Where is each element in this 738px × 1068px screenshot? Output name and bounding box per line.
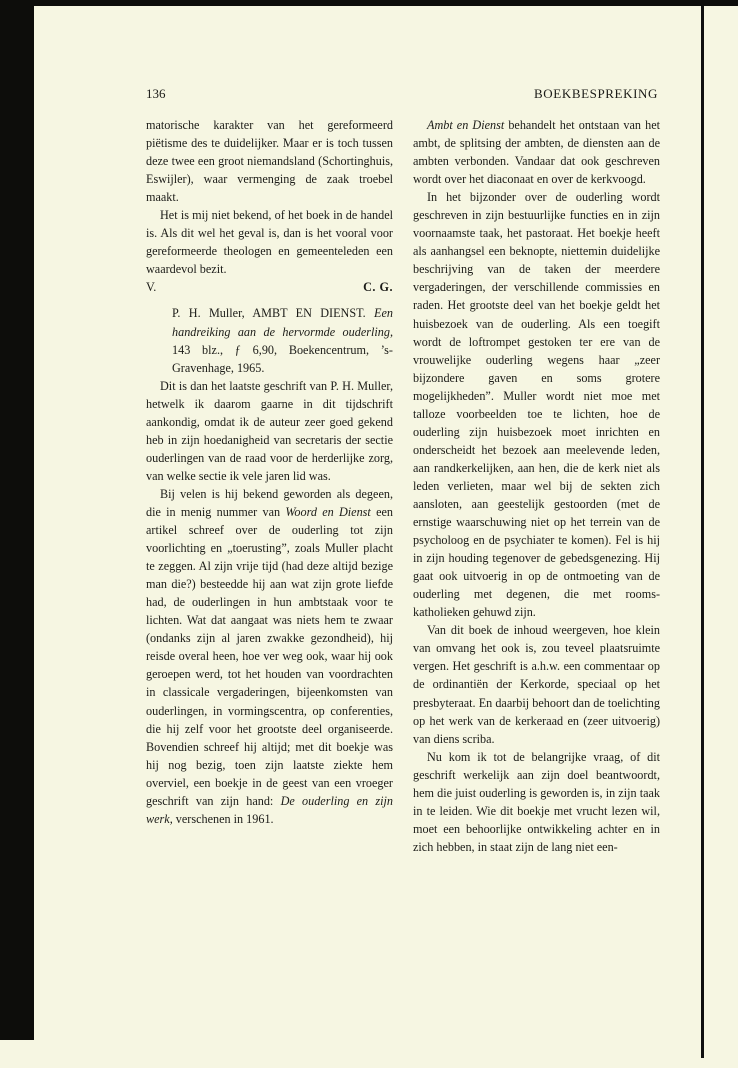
book-author-title: P. H. Muller, AMBT EN DIENST. [172,306,366,321]
signature-author: C. G. [363,280,393,295]
paragraph [146,485,393,828]
book-reference: Ambt en Dienst [427,118,505,132]
book-details: 143 blz., ƒ 6,90, Boekencentrum, ’s-Gravenhage, 1965. [172,342,393,375]
paragraph: Nu kom ik tot de belangrijke vraag, of dit geschrift werkelijk aan zijn doel beantwoordt, hem die juist ouderling is geworden is, in zijn taak in te leiden. Wie dit boekje met vrucht lezen wil, moet een behoorlijke ontwikkeling achter en in zich hebben, in staat zijn de lang niet een- [413,749,660,854]
paragraph: Van dit boek de inhoud weergeven, hoe klein van omvang het ook is, zou teveel plaatsruimte vergen. Het geschrift is a.h.w. een commentaar op de ordinantiën der Kerkorde, speciaal op het presbyteraat. En daarbij behoort dan de toelichting op het werk van de kerkeraad en (zeer uitvoerig) van diens scriba. [413,623,660,746]
scan-border-left [0,0,34,1040]
paragraph-text: Bij velen is hij bekend geworden als degeen, die in menig nummer van [146,486,393,519]
paragraph-text: behandelt het ontstaan van het ambt, de splitsing der ambten, de diensten aan de ambten verbonden. Vandaar dat ook geschreven wordt over het diaconaat en over de kerkvoogd. [413,118,660,187]
paragraph: In het bijzonder over de ouderling wordt geschreven in zijn bestuurlijke functies en in zijn voornaamste taak, het pastoraat. Het boekje heeft als aanhangsel een beknopte, niettemin duidelijke beschrijving van de taken der meerdere vergaderingen, der verschillende commissies en raden. Het grootste deel van het boekje geldt het huisbezoek van de ouderling. Als een toegift wordt de loftrompet gestoken ter ere van de vrouwelijke ouderling wegens haar „zeer bijzondere gaven en soms grotere mogelijkheden”. Muller wordt niet moe met talloze voorbeelden toe te lichten, hoe de ouderling zijn huisbezoek moet inrichten en onderscheidt het bezoek aan meelevende leden, aan randkerkelijken, aan hen, die de kerk niet als leden verlieten, maar wel bij de sekten zich aansloten, aan geestelijk gestoorden (met de ernstige waarschuwing niet op het terrein van de psycholoog en de psychiater te komen). Fel is hij in zijn houding tegenover de gebedsgenezing. Hij gaat ook uitvoerig in op de ontmoeting van de ouderling met degenen, die met rooms-katholieken gehuwd zijn. [413,190,660,620]
scan-border-right [701,6,704,1058]
review-signature [146,278,393,296]
running-head [146,86,658,108]
paragraph: Dit is dan het laatste geschrift van P. H. Muller, hetwelk ik daarom gaarne in dit tijdschrift aankondig, omdat ik de auteur zeer goed gekend heb in zijn hoedanigheid van secretaris der sectie ouderlingen van de raad voor de herderlijke zorg, van welke sectie ik vele jaren lid was. [146,378,393,483]
paragraph [413,116,660,188]
journal-reference: Woord en Dienst [285,504,371,519]
paragraph: matorische karakter van het gereformeerd piëtisme des te duidelijker. Maar er is toch tussen deze twee een groot niemandsland (Schortinghuis, Eswijler), waar vermenging de zaak troebel maakt. [146,118,393,205]
page-number: 136 [146,86,166,101]
paragraph-text: een artikel schreef over de ouderling tot zijn voorlichting en „toerusting”, zoals Muller placht te zeggen. Al zijn vrije tijd (had deze altijd bezige man die?) besteedde hij aan wat zijn grote liefde had, de ouderlingen in hun ambtstaak voor te lichten. Wat dat aangaat was niets hem te zwaar (ondanks zijn al jaren zwakke gezondheid), hij reisde overal heen, hoe ver weg ook, waar hij ook geroepen werd, tot het houden van voordrachten in classicale vergaderingen, bijeenkomsten van ouderlingen, in vormingscentra, op conferenties, die hij zelf voor het grootste deel organiseerde. Bovendien schreef hij altijd; met dit boekje was hij nog bezig, toen zijn laatste ziekte hem overviel, een boekje in de geest van een vroeger geschrift van zijn hand: [146,504,393,808]
book-citation [172,304,393,376]
book-citation-text [172,304,393,376]
paragraph: Het is mij niet bekend, of het boek in de handel is. Als dit wel het geval is, dan is het vooral voor gereformeerde theologen en gemeenteleden een waardevol bezit. [146,208,393,277]
book-subtitle: Een handreiking aan de hervormde ouderling, [172,306,393,339]
signature-initial: V. [146,280,157,295]
running-title: BOEKBESPREKING [534,86,658,101]
left-column [146,116,393,828]
scan-border-top [0,0,738,6]
book-reference: De ouderling en zijn werk, [146,793,394,826]
right-column [413,116,660,856]
paragraph-text: verschenen in 1961. [175,811,274,826]
